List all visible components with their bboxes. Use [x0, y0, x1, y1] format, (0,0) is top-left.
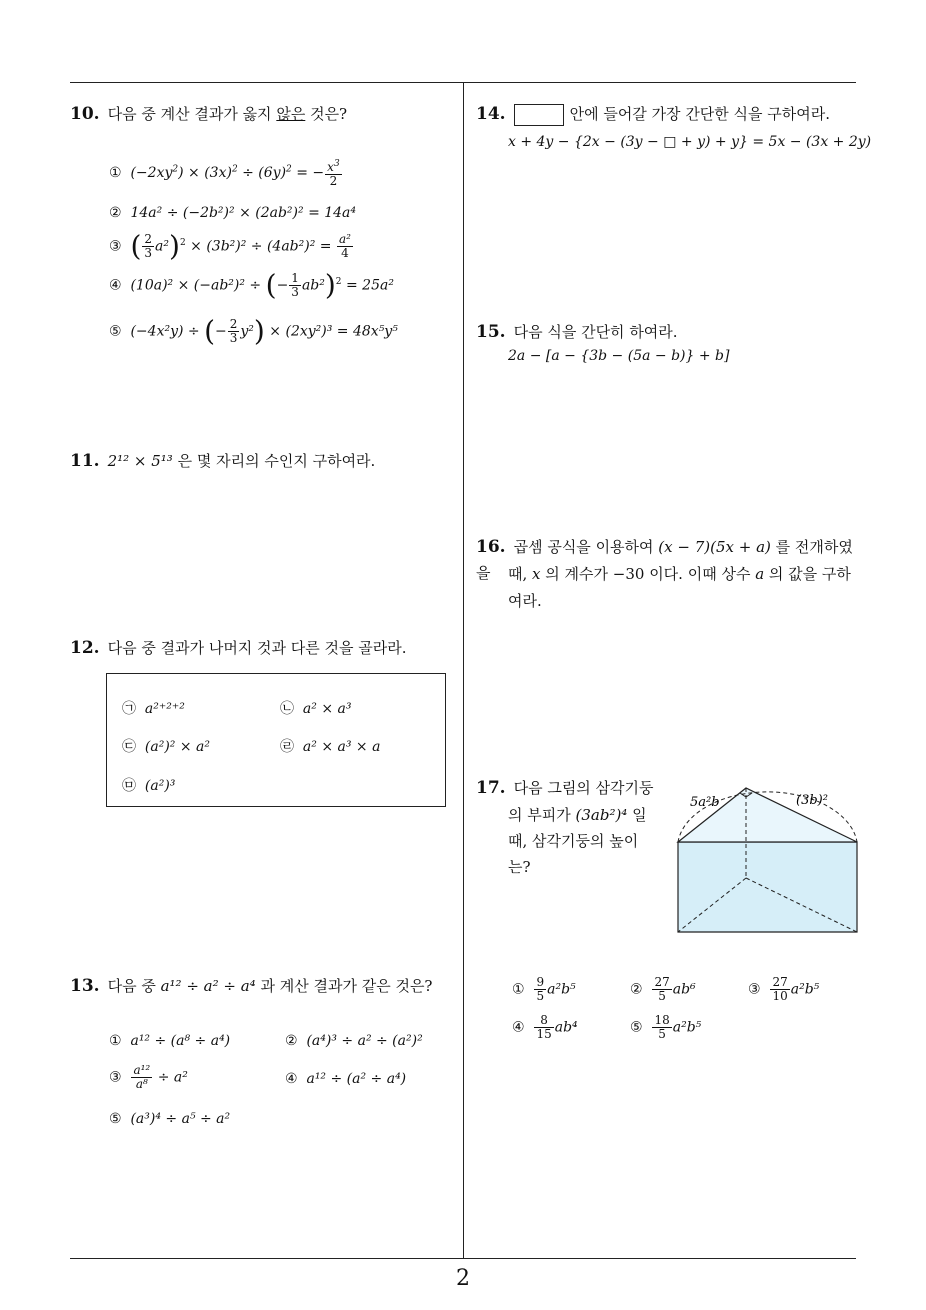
choice-2[interactable]: ② 14a² ÷ (−2b²)² × (2ab²)² = 14a⁴ — [109, 205, 357, 221]
question-number: 14. — [476, 104, 506, 124]
question-number: 12. — [70, 638, 100, 658]
choice-1[interactable]: ① $(-2xy^2) \times (3x)^2 \div (6y)^2$ = − $\frac{x^3}{2}$ — [109, 159, 340, 188]
question-10: 10. 다음 중 계산 결과가 옳지 않은 것은? — [70, 104, 348, 124]
question-16-line-2: 때, x 의 계수가 −30 이다. 이때 상수 a 의 값을 구하 — [508, 565, 851, 583]
choice-item[interactable]: ㉤ (a²)³ — [122, 778, 176, 794]
choice-item[interactable]: ㉡ a² × a³ — [280, 701, 352, 717]
column-divider — [463, 83, 464, 1259]
choice-3[interactable]: ③ $\frac{27}{10}$ a²b⁵ — [748, 975, 820, 1003]
question-17-line-4: 는? — [508, 858, 531, 876]
choice-1[interactable]: ① $\frac{9}{5}$ a²b⁵ — [512, 975, 576, 1003]
question-number: 17. — [476, 778, 506, 798]
choice-2[interactable]: ② (a⁴)³ ÷ a² ÷ (a²)² — [285, 1033, 423, 1049]
question-number: 10. — [70, 104, 100, 124]
question-15: 15. 다음 식을 간단히 하여라. — [476, 322, 678, 342]
question-number: 15. — [476, 322, 506, 342]
question-12: 12. 다음 중 결과가 나머지 것과 다른 것을 골라라. — [70, 638, 407, 658]
question-14: 14. 안에 들어갈 가장 간단한 식을 구하여라. — [476, 104, 831, 124]
choice-1[interactable]: ① a¹² ÷ (a⁸ ÷ a⁴) — [109, 1033, 231, 1049]
question-number: 11. — [70, 451, 100, 471]
triangular-prism-figure — [670, 780, 862, 936]
question-13: 13. 다음 중 a¹² ÷ a² ÷ a⁴ 과 계산 결과가 같은 것은? — [70, 976, 433, 996]
choice-5[interactable]: ⑤ (−4x²y) ÷ (− $\frac{2}{3}$ y²) × (2xy²)³ = 48x⁵y⁵ — [109, 314, 398, 348]
choice-3[interactable]: ③ ( $\frac{2}{3}$ a²)$^2$ × (3b²)² ÷ (4ab²)² = $\frac{\text{a²}}{4}$ — [109, 229, 351, 263]
question-11: 11. 2¹² × 5¹³ 은 몇 자리의 수인지 구하여라. — [70, 451, 376, 471]
answer-blank-box — [514, 104, 564, 126]
question-17: 17. 다음 그림의 삼각기둥 — [476, 778, 654, 798]
choice-4[interactable]: ④ $\frac{8}{15}$ ab⁴ — [512, 1013, 578, 1041]
choice-5[interactable]: ⑤ $\frac{18}{5}$ a²b⁵ — [630, 1013, 702, 1041]
label-right-side: (3b)² — [796, 793, 828, 808]
bottom-rule — [70, 1258, 856, 1259]
expression: 2a − [a − {3b − (5a − b)} + b] — [508, 348, 730, 364]
question-number: 13. — [70, 976, 100, 996]
question-16: 16. 곱셈 공식을 이용하여 (x − 7)(5x + a) 를 전개하였을 — [476, 537, 853, 582]
choice-4[interactable]: ④ a¹² ÷ (a² ÷ a⁴) — [285, 1071, 407, 1087]
choice-3[interactable]: ③ $\frac{\text{a¹²}}{\text{a⁸}}$ ÷ a² — [109, 1063, 188, 1091]
question-16-line-3: 여라. — [508, 592, 542, 610]
question-17-line-3: 때, 삼각기둥의 높이 — [508, 832, 639, 850]
choice-2[interactable]: ② $\frac{27}{5}$ ab⁶ — [630, 975, 696, 1003]
page-number: 2 — [456, 1266, 470, 1291]
choice-5[interactable]: ⑤ (a³)⁴ ÷ a⁵ ÷ a² — [109, 1111, 231, 1127]
choice-item[interactable]: ㉠ a²⁺²⁺² — [122, 701, 185, 717]
equation: x + 4y − {2x − (3y − □ + y) + y} = 5x − (3x + 2y) — [508, 134, 872, 150]
choice-4[interactable]: ④ (10a)² × (−ab²)² ÷ (− $\frac{1}{3}$ ab²)$^2$ = 25a² — [109, 268, 394, 302]
label-left-side: 5a²b — [690, 795, 720, 810]
question-number: 16. — [476, 537, 506, 557]
emphasis-underline: 않은 — [276, 105, 306, 123]
question-17-line-2: 의 부피가 (3ab²)⁴ 일 — [508, 806, 647, 824]
choice-item[interactable]: ㉣ a² × a³ × a — [280, 739, 381, 755]
choice-item[interactable]: ㉢ (a²)² × a² — [122, 739, 210, 755]
